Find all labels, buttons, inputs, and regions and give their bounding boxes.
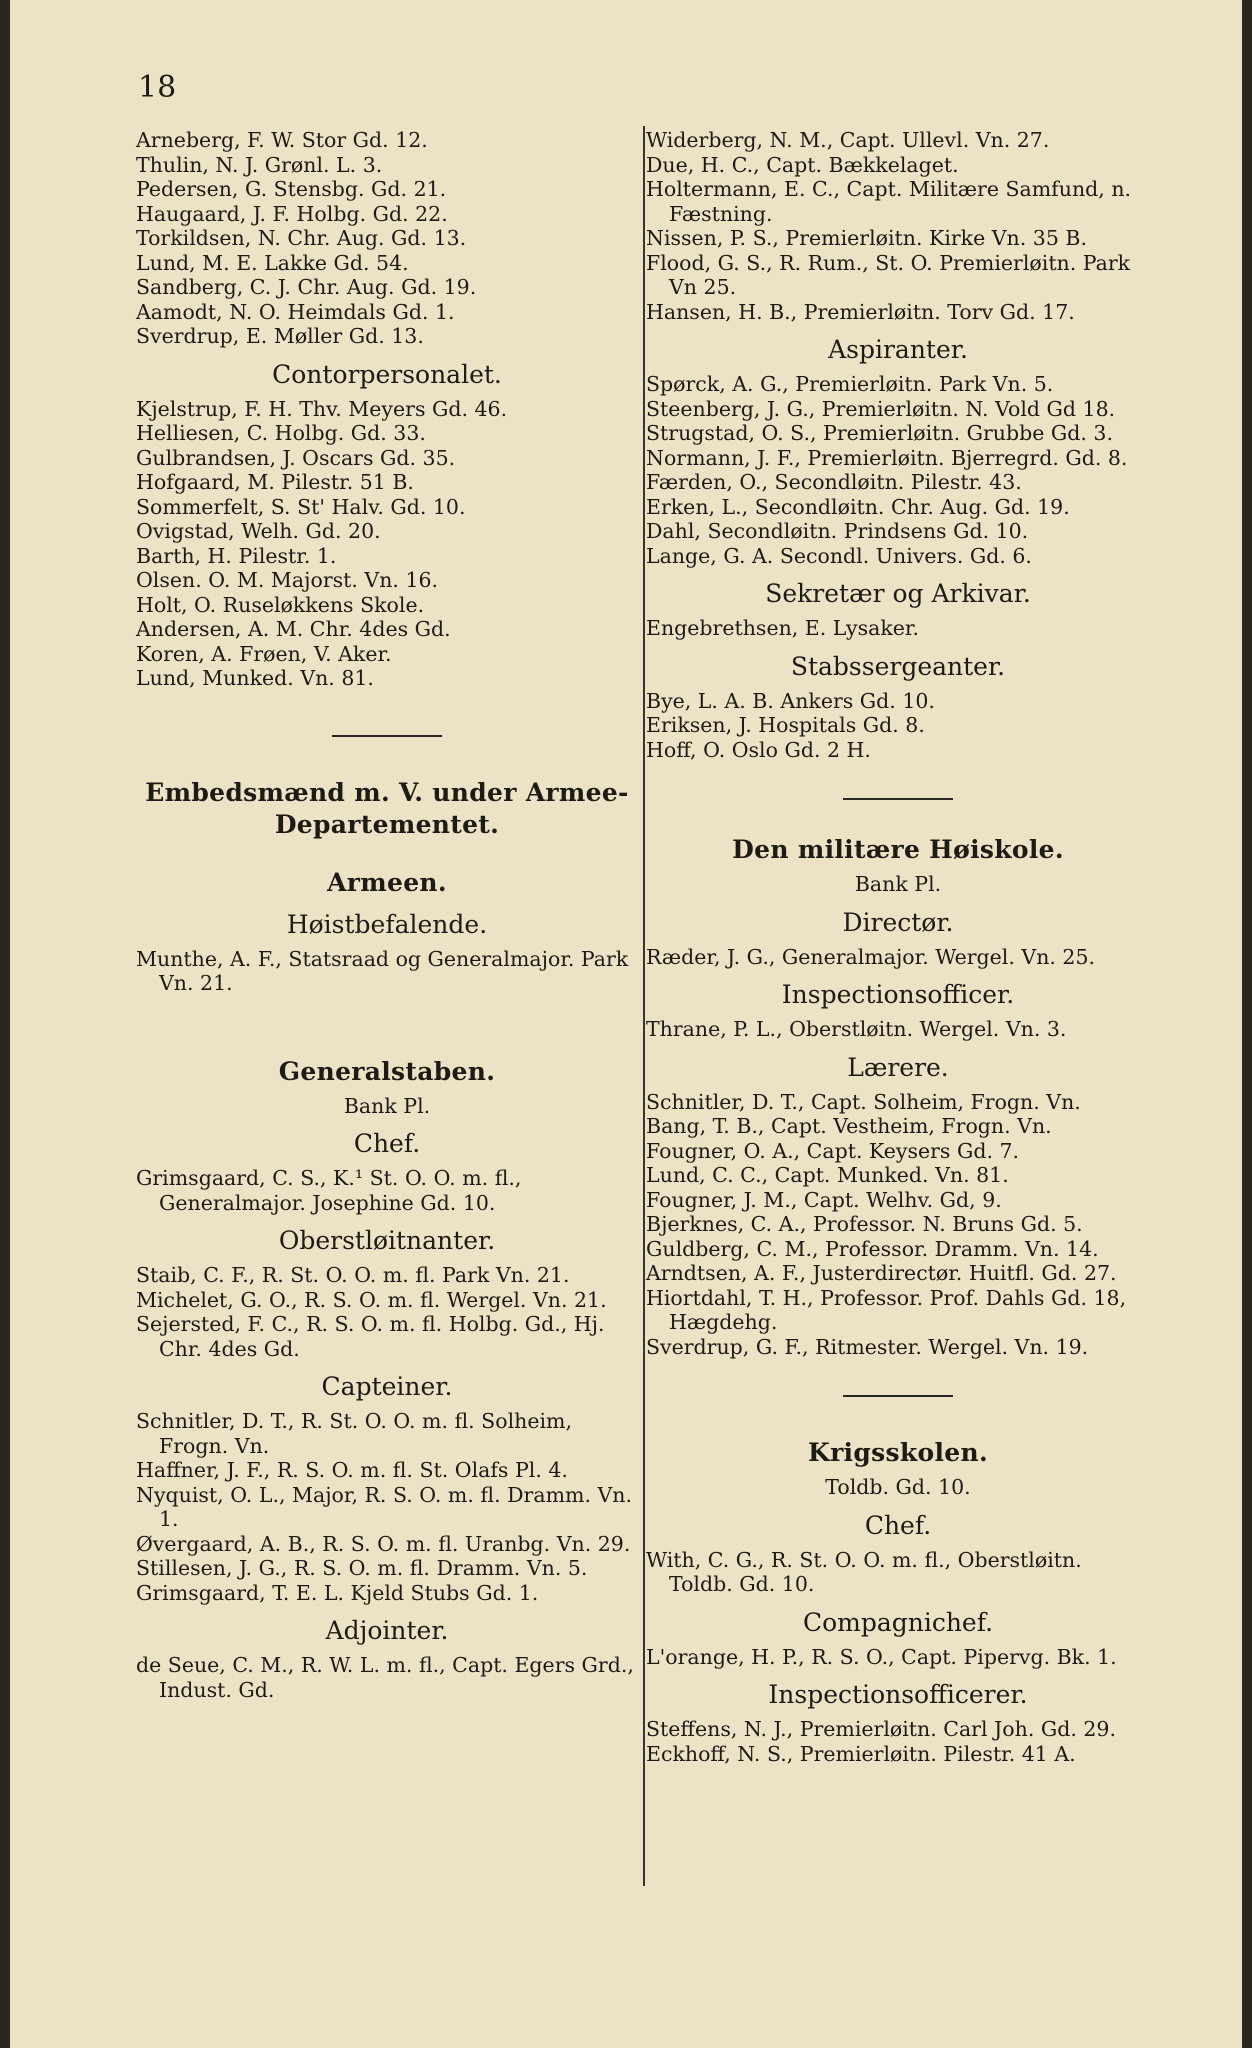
entry: Fougner, O. A., Capt. Keysers Gd. 7.: [646, 1138, 1020, 1163]
entry: Olsen. O. M. Majorst. Vn. 16.: [136, 568, 439, 592]
entry: Fougner, J. M., Capt. Welhv. Gd, 9.: [646, 1187, 1002, 1212]
entry: Dahl, Secondløitn. Prindsens Gd. 10.: [646, 519, 1029, 543]
entry: Koren, A. Frøen, V. Aker.: [136, 641, 392, 666]
section-heading-krigsskolen: Krigsskolen.: [808, 1438, 988, 1467]
entry: Thrane, P. L., Oberstløitn. Wergel. Vn. 3.: [646, 1017, 1067, 1041]
section-heading-inspectionsofficer: Inspectionsofficer.: [781, 980, 1015, 1009]
section-heading-hoiskole: Den militære Høiskole.: [732, 835, 1064, 864]
entry: Munthe, A. F., Statsraad og Generalmajor. Park Vn. 21.: [136, 946, 629, 995]
entry: Lund, Munked. Vn. 81.: [136, 666, 374, 690]
section-heading-embedsmaend: Embedsmænd m. V. under Armee-: [145, 777, 629, 807]
section-heading-generalstaben: Generalstaben.: [278, 1056, 496, 1086]
hoiskole-address: Bank Pl.: [854, 872, 942, 896]
right-group1: [646, 128, 1150, 324]
krigsskolen-address: Toldb. Gd. 10.: [825, 1475, 971, 1499]
entry: Staib, C. F., R. St. O. O. m. fl. Park Vn. 21.: [136, 1263, 570, 1287]
entry: Færden, O., Secondløitn. Pilestr. 43.: [646, 470, 1022, 494]
entry: Widerberg, N. M., Capt. Ullevl. Vn. 27.: [646, 128, 1050, 152]
section-heading-sekretaer: Sekretær og Arkivar.: [765, 579, 1031, 608]
section-heading-hoistbefalende: Høistbefalende.: [286, 909, 488, 939]
entry: Hansen, H. B., Premierløitn. Torv Gd. 17.: [646, 299, 1075, 324]
entry: Sverdrup, E. Møller Gd. 13.: [136, 324, 424, 348]
entry: Sommerfelt, S. St' Halv. Gd. 10.: [136, 494, 466, 519]
entry: Eckhoff, N. S., Premierløitn. Pilestr. 41 A.: [646, 1741, 1076, 1766]
entry: Strugstad, O. S., Premierløitn. Grubbe Gd. 3.: [646, 421, 1113, 445]
entry: Bjerknes, C. A., Professor. N. Bruns Gd. 5.: [646, 1212, 1083, 1236]
entry: L'orange, H. P., R. S. O., Capt. Pipervg. Bk. 1.: [646, 1644, 1117, 1669]
section-heading-oberstloitnanter: Oberstløitnanter.: [278, 1226, 496, 1255]
entry: de Seue, C. M., R. W. L. m. fl., Capt. Egers Grd., Indust. Gd.: [136, 1653, 634, 1702]
entry: Hiortdahl, T. H., Professor. Prof. Dahls Gd. 18, Hægdehg.: [646, 1285, 1127, 1334]
entry: Barth, H. Pilestr. 1.: [136, 543, 337, 568]
entry: Torkildsen, N. Chr. Aug. Gd. 13.: [136, 226, 467, 250]
spacer: [136, 1022, 638, 1048]
entry: Lund, M. E. Lakke Gd. 54.: [136, 250, 409, 275]
entry: Haugaard, J. F. Holbg. Gd. 22.: [136, 201, 448, 226]
entry: Sejersted, F. C., R. S. O. m. fl. Holbg. Gd., Hj. Chr. 4des Gd.: [136, 1312, 605, 1361]
entry: Grimsgaard, T. E. L. Kjeld Stubs Gd. 1.: [136, 1580, 539, 1605]
entry: Holtermann, E. C., Capt. Militære Samfund, n. Fæstning.: [646, 177, 1132, 226]
page-number: 18: [138, 70, 177, 105]
entry: Nissen, P. S., Premierløitn. Kirke Vn. 35 B.: [646, 226, 1087, 250]
entry: Spørck, A. G., Premierløitn. Park Vn. 5.: [646, 372, 1054, 396]
entry: Arneberg, F. W. Stor Gd. 12.: [136, 128, 428, 152]
entry: Bang, T. B., Capt. Vestheim, Frogn. Vn.: [646, 1114, 1052, 1138]
spacer: [136, 996, 638, 1022]
section-heading-capteiner: Capteiner.: [321, 1372, 453, 1401]
entry: Flood, G. S., R. Rum., St. O. Premierløitn. Park Vn 25.: [646, 250, 1131, 299]
right-column: [646, 128, 1150, 1766]
section-rule: [332, 735, 442, 737]
section-rule: [843, 798, 953, 800]
entry: Stillesen, J. G., R. S. O. m. fl. Dramm. Vn. 5.: [136, 1556, 588, 1580]
section-heading-krigsskolen-chef: Chef.: [864, 1510, 932, 1540]
entry: Pedersen, G. Stensbg. Gd. 21.: [136, 177, 447, 201]
entry: Lange, G. A. Secondl. Univers. Gd. 6.: [646, 543, 1032, 568]
section-heading-aspiranter: Aspiranter.: [828, 335, 968, 364]
entry: Schnitler, D. T., Capt. Solheim, Frogn. Vn.: [646, 1089, 1081, 1114]
column-divider: [643, 126, 645, 1886]
entry: Bye, L. A. B. Ankers Gd. 10.: [646, 688, 935, 713]
entry: With, C. G., R. St. O. O. m. fl., Oberstløitn. Toldb. Gd. 10.: [646, 1547, 1082, 1596]
section-heading-adjointer: Adjointer.: [325, 1616, 449, 1645]
entry: Eriksen, J. Hospitals Gd. 8.: [646, 713, 925, 737]
entry: Holt, O. Ruseløkkens Skole.: [136, 592, 425, 617]
section-heading-contorpersonalet: Contorpersonalet.: [272, 359, 502, 389]
entry: Øvergaard, A. B., R. S. O. m. fl. Uranbg. Vn. 29.: [136, 1531, 631, 1556]
entry: Steffens, N. J., Premierløitn. Carl Joh. Gd. 29.: [646, 1717, 1116, 1741]
section-heading-laerere: Lærere.: [847, 1052, 949, 1082]
entry: Lund, C. C., Capt. Munked. Vn. 81.: [646, 1163, 1009, 1187]
section-heading-departementet: Departementet.: [274, 809, 500, 839]
entry: Engebrethsen, E. Lysaker.: [646, 616, 919, 640]
entry: Steenberg, J. G., Premierløitn. N. Vold Gd 18.: [646, 396, 1116, 421]
entry: Guldberg, C. M., Professor. Dramm. Vn. 14.: [646, 1236, 1099, 1261]
entry: Hofgaard, M. Pilestr. 51 B.: [136, 470, 414, 494]
entry: Schnitler, D. T., R. St. O. O. m. fl. Solheim, Frogn. Vn.: [136, 1409, 572, 1458]
entry: Haffner, J. F., R. S. O. m. fl. St. Olafs Pl. 4.: [136, 1458, 568, 1482]
generalstaben-address: Bank Pl.: [343, 1093, 431, 1118]
section-heading-armeen: Armeen.: [327, 867, 447, 897]
entry: Nyquist, O. L., Major, R. S. O. m. fl. Dramm. Vn. 1.: [136, 1482, 633, 1531]
entry: Hoff, O. Oslo Gd. 2 H.: [646, 737, 871, 762]
entry: Ræder, J. G., Generalmajor. Wergel. Vn. 25.: [646, 944, 1096, 969]
section-heading-chef: Chef.: [353, 1129, 421, 1158]
section-heading-director: Directør.: [842, 907, 954, 937]
entry: Due, H. C., Capt. Bækkelaget.: [646, 152, 959, 177]
section-rule: [843, 1395, 953, 1397]
entry: Gulbrandsen, J. Oscars Gd. 35.: [136, 445, 456, 470]
entry: Helliesen, C. Holbg. Gd. 33.: [136, 421, 426, 445]
section-heading-inspectionsofficerer: Inspectionsofficerer.: [768, 1680, 1028, 1709]
entry: Ovigstad, Welh. Gd. 20.: [136, 519, 381, 543]
entry: Erken, L., Secondløitn. Chr. Aug. Gd. 19.: [646, 494, 1070, 519]
left-group1: [136, 128, 638, 349]
entry: Sverdrup, G. F., Ritmester. Wergel. Vn. 19.: [646, 1334, 1089, 1359]
entry: Grimsgaard, C. S., K.¹ St. O. O. m. fl., Generalmajor. Josephine Gd. 10.: [136, 1166, 522, 1215]
document-page: [10, 0, 1242, 2048]
entry: Sandberg, C. J. Chr. Aug. Gd. 19.: [136, 275, 477, 299]
section-heading-stabssergeanter: Stabssergeanter.: [790, 651, 1006, 681]
entry: Aamodt, N. O. Heimdals Gd. 1.: [136, 299, 455, 324]
entry: Kjelstrup, F. H. Thv. Meyers Gd. 46.: [136, 396, 508, 421]
entry: Michelet, G. O., R. S. O. m. fl. Wergel. Vn. 21.: [136, 1287, 607, 1312]
entry: Thulin, N. J. Grønl. L. 3.: [136, 152, 383, 177]
entry: Normann, J. F., Premierløitn. Bjerregrd. Gd. 8.: [646, 445, 1128, 470]
section-heading-compagnichef: Compagnichef.: [802, 1607, 994, 1637]
contor-list: [136, 397, 638, 691]
entry: Arndtsen, A. F., Justerdirectør. Huitfl. Gd. 27.: [646, 1261, 1117, 1285]
left-column: [136, 128, 638, 1702]
entry: Andersen, A. M. Chr. 4des Gd.: [136, 617, 451, 641]
